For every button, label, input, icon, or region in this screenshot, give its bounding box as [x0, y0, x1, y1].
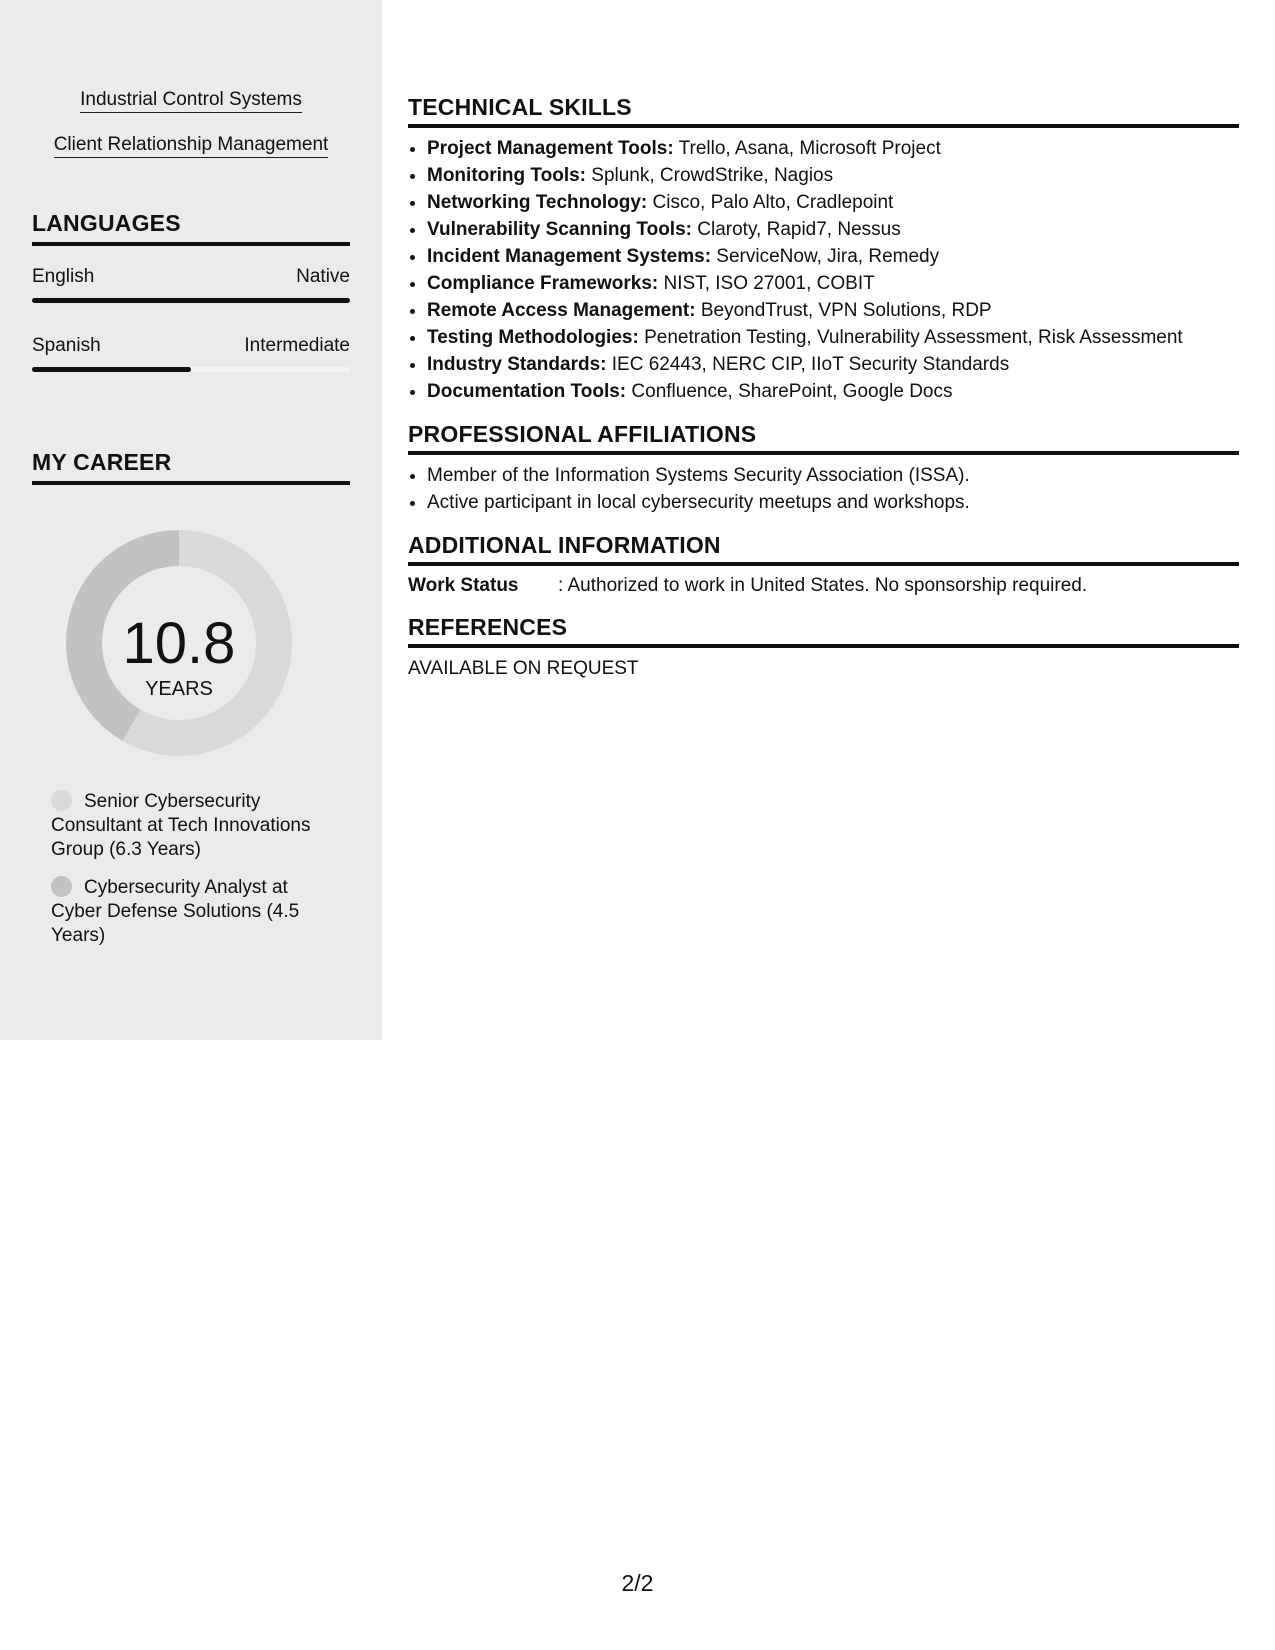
technical-skill-item: [427, 270, 1183, 297]
references-heading: REFERENCES: [408, 614, 1239, 648]
language-name: English: [32, 266, 95, 287]
technical-skill-value: ServiceNow, Jira, Remedy: [711, 246, 940, 267]
career-item-text: Cybersecurity Analyst at Cyber Defense Solutions (4.5 Years): [51, 877, 300, 946]
technical-skill-label: Networking Technology:: [427, 192, 648, 213]
technical-skill-item: [427, 162, 1183, 189]
technical-skill-label: Documentation Tools:: [427, 381, 627, 402]
technical-skill-item: [427, 216, 1183, 243]
technical-skill-value: Splunk, CrowdStrike, Nagios: [586, 165, 834, 186]
technical-skill-label: Project Management Tools:: [427, 138, 674, 159]
sidebar: [0, 0, 382, 1040]
career-item: [51, 876, 321, 948]
technical-skill-value: BeyondTrust, VPN Solutions, RDP: [695, 300, 992, 321]
career-heading: MY CAREER: [32, 449, 350, 485]
language-row: [32, 266, 350, 288]
affiliations-list: [408, 462, 970, 516]
technical-skill-item: [427, 243, 1183, 270]
technical-skill-label: Monitoring Tools:: [427, 165, 586, 186]
language-proficiency-bar: [32, 298, 350, 303]
skill-tag-label: Client Relationship Management: [54, 134, 329, 158]
references-text: AVAILABLE ON REQUEST: [408, 658, 639, 679]
language-proficiency-bar: [32, 367, 350, 372]
page-number: 2/2: [621, 1570, 654, 1596]
technical-skill-item: [427, 324, 1183, 351]
technical-skill-label: Testing Methodologies:: [427, 327, 639, 348]
technical-skill-item: [427, 135, 1183, 162]
technical-skill-value: Confluence, SharePoint, Google Docs: [626, 381, 953, 402]
technical-skill-value: Claroty, Rapid7, Nessus: [691, 219, 901, 240]
additional-info-heading: ADDITIONAL INFORMATION: [408, 532, 1239, 566]
legend-dot: [51, 876, 72, 897]
work-status-label: Work Status: [408, 575, 519, 596]
technical-skill-value: Cisco, Palo Alto, Cradlepoint: [647, 192, 894, 213]
career-donut-chart: [66, 530, 292, 756]
legend-dot: [51, 790, 72, 811]
languages-heading: LANGUAGES: [32, 210, 350, 246]
work-status-value: : Authorized to work in United States. No sponsorship required.: [558, 575, 1088, 596]
technical-skill-label: Industry Standards:: [427, 354, 607, 375]
technical-skills-heading: TECHNICAL SKILLS: [408, 94, 1239, 128]
skill-tag-label: Industrial Control Systems: [80, 89, 302, 113]
technical-skill-item: [427, 378, 1183, 405]
career-item-text: Senior Cybersecurity Consultant at Tech Innovations Group (6.3 Years): [51, 791, 311, 860]
language-proficiency-fill: [32, 367, 191, 372]
language-name: Spanish: [32, 335, 101, 356]
technical-skill-label: Remote Access Management:: [427, 300, 696, 321]
skill-tag: [0, 133, 382, 157]
technical-skill-item: [427, 189, 1183, 216]
skill-tag: [0, 88, 382, 112]
career-item: [51, 790, 321, 862]
technical-skill-item: [427, 297, 1183, 324]
language-level: Intermediate: [244, 335, 350, 356]
career-total-unit: YEARS: [145, 678, 213, 700]
language-proficiency-fill: [32, 298, 350, 303]
technical-skill-value: Penetration Testing, Vulnerability Assessment, Risk Assessment: [638, 327, 1183, 348]
technical-skills-list: [408, 135, 1183, 405]
technical-skill-value: NIST, ISO 27001, COBIT: [658, 273, 875, 294]
language-level: Native: [296, 266, 350, 287]
language-row: [32, 335, 350, 357]
technical-skill-value: IEC 62443, NERC CIP, IIoT Security Standards: [606, 354, 1010, 375]
technical-skill-value: Trello, Asana, Microsoft Project: [673, 138, 941, 159]
work-status-row: [408, 575, 1087, 597]
affiliations-heading: PROFESSIONAL AFFILIATIONS: [408, 421, 1239, 455]
list-item: • Member of the Information Systems Security Association (ISSA).: [427, 462, 970, 489]
technical-skill-item: [427, 351, 1183, 378]
technical-skill-label: Vulnerability Scanning Tools:: [427, 219, 692, 240]
technical-skill-label: Incident Management Systems:: [427, 246, 712, 267]
technical-skill-label: Compliance Frameworks:: [427, 273, 659, 294]
career-total-years: 10.8: [122, 611, 236, 676]
list-item: • Active participant in local cybersecurity meetups and workshops.: [427, 489, 970, 516]
